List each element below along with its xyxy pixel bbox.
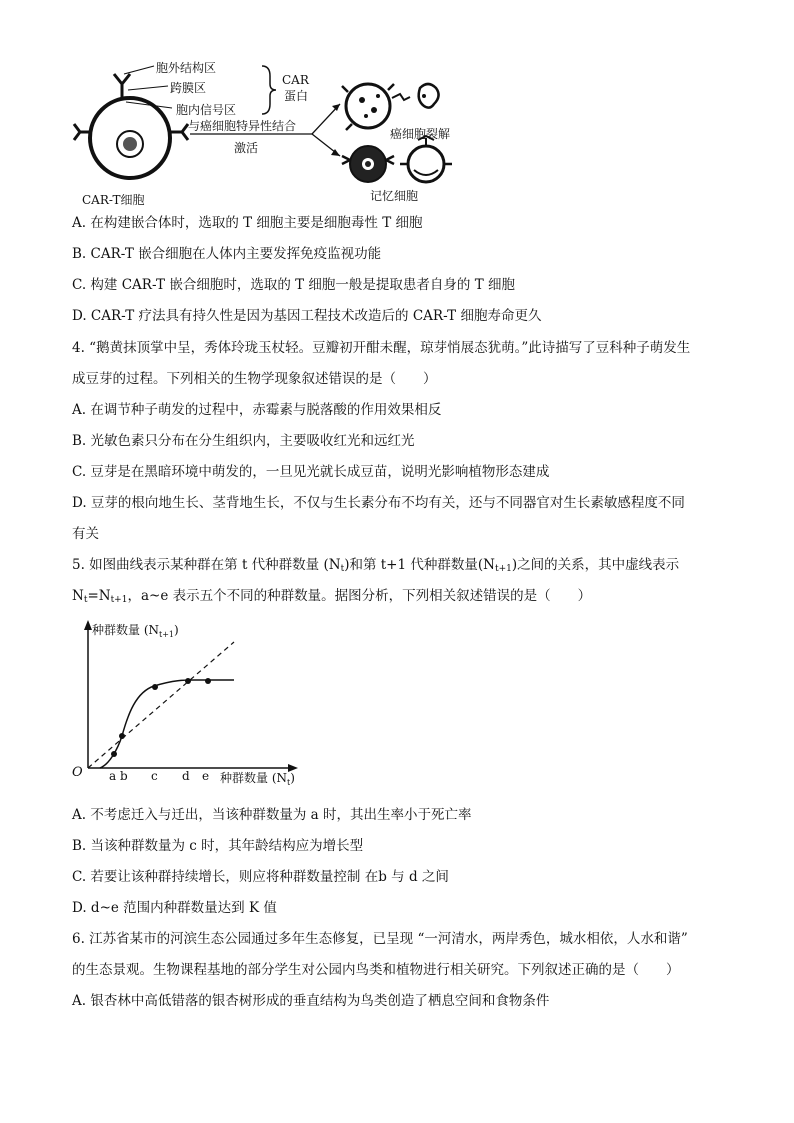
point-a bbox=[111, 751, 117, 757]
origin-label: O bbox=[72, 765, 83, 780]
q4-option-d-cont: 有关 bbox=[72, 526, 99, 542]
brace bbox=[262, 66, 276, 114]
label-activation: 激活 bbox=[234, 141, 259, 155]
label-binding: 与癌细胞特异性结合 bbox=[188, 119, 297, 133]
label-car-protein-2: 蛋白 bbox=[284, 89, 309, 103]
q3-option-c: C. 构建 CAR-T 嵌合细胞时，选取的 T 细胞一般是提取患者自身的 T 细胞 bbox=[72, 277, 516, 293]
label-intracellular: 胞内信号区 bbox=[176, 103, 237, 117]
q5-stem-line2: $N_t=N_{t+1}$，a~e 表示五个不同的种群数量。据图分析，下列相关叙述错误的是（ ） bbox=[72, 588, 592, 605]
point-c bbox=[152, 684, 158, 690]
y-axis-label: 种群数量 $(N_{t+1})$ bbox=[92, 623, 179, 639]
q4-stem-line1: 4. “鹅黄抹顶掌中呈，秀体玲珑玉杖轻。豆瓣初开酣未醒，琼芽悄展态犹萌。”此诗描写了豆科种子萌发生 bbox=[72, 340, 691, 356]
q3-option-b: B. CAR-T 嵌合细胞在人体内主要发挥免疫监视功能 bbox=[72, 246, 382, 262]
q4-option-b: B. 光敏色素只分布在分生组织内，主要吸收红光和远红光 bbox=[72, 433, 415, 449]
population-curve bbox=[100, 680, 234, 768]
tick-a: a bbox=[109, 769, 117, 783]
point-b bbox=[119, 733, 125, 739]
label-car-protein-1: CAR bbox=[282, 73, 309, 87]
q5-stem-line1: 5. 如图曲线表示某种群在第 t 代种群数量 $(N_t)$和第 t+1 代种群数量$(N_{t+1})$之间的关系，其中虚线表示 bbox=[72, 557, 680, 574]
label-car-t-cell: CAR-T细胞 bbox=[82, 193, 145, 207]
q6-stem-line1: 6. 江苏省某市的河滨生态公园通过多年生态修复，已呈现 “一河清水，两岸秀色，城水相依，人水和谐” bbox=[72, 931, 688, 947]
q5-option-a: A. 不考虑迁入与迁出，当该种群数量为 a 时，其出生率小于死亡率 bbox=[72, 807, 472, 823]
tick-c: c bbox=[151, 769, 158, 783]
y-axis-arrow bbox=[84, 620, 92, 630]
q5-option-b: B. 当该种群数量为 c 时，其年龄结构应为增长型 bbox=[72, 838, 364, 854]
q6-option-a: A. 银杏林中高低错落的银杏树形成的垂直结构为鸟类创造了栖息空间和食物条件 bbox=[72, 993, 550, 1009]
q3-option-a: A. 在构建嵌合体时，选取的 T 细胞主要是细胞毒性 T 细胞 bbox=[72, 215, 423, 231]
label-extracellular: 胞外结构区 bbox=[156, 61, 217, 75]
q4-stem-line2: 成豆芽的过程。下列相关的生物学现象叙述错误的是（ ） bbox=[72, 371, 437, 387]
q3-option-d: D. CAR-T 疗法具有持久性是因为基因工程技术改造后的 CAR-T 细胞寿命更久 bbox=[72, 308, 542, 324]
x-axis-label: 种群数量 $(N_t)$ bbox=[220, 771, 295, 787]
q4-option-a: A. 在调节种子萌发的过程中，赤霉素与脱落酸的作用效果相反 bbox=[72, 402, 442, 418]
q4-option-d: D. 豆芽的根向地生长、茎背地生长，不仅与生长素分布不均有关，还与不同器官对生长素敏感程度不同 bbox=[72, 495, 685, 511]
label-memory: 记忆细胞 bbox=[370, 189, 419, 203]
reference-line bbox=[88, 642, 234, 768]
point-d bbox=[185, 678, 191, 684]
memory-cells-icon bbox=[342, 136, 452, 182]
label-transmembrane: 跨膜区 bbox=[170, 81, 207, 95]
tick-b: b bbox=[120, 769, 128, 783]
tick-d: d bbox=[182, 769, 190, 783]
q4-option-c: C. 豆芽是在黑暗环境中萌发的，一旦见光就长成豆苗，说明光影响植物形态建成 bbox=[72, 464, 550, 480]
car-t-diagram bbox=[72, 60, 512, 210]
q5-option-d: D. d~e 范围内种群数量达到 K 值 bbox=[72, 900, 277, 916]
label-lysis: 癌细胞裂解 bbox=[390, 127, 451, 141]
tick-e: e bbox=[202, 769, 210, 783]
q5-option-c: C. 若要让该种群持续增长，则应将种群数量控制 在b 与 d 之间 bbox=[72, 869, 449, 885]
q6-stem-line2: 的生态景观。生物课程基地的部分学生对公园内鸟类和植物进行相关研究。下列叙述正确的是（ ） bbox=[72, 962, 680, 978]
cancer-cell-lysis-icon bbox=[342, 84, 439, 130]
point-e bbox=[205, 678, 211, 684]
population-graph bbox=[70, 618, 320, 788]
